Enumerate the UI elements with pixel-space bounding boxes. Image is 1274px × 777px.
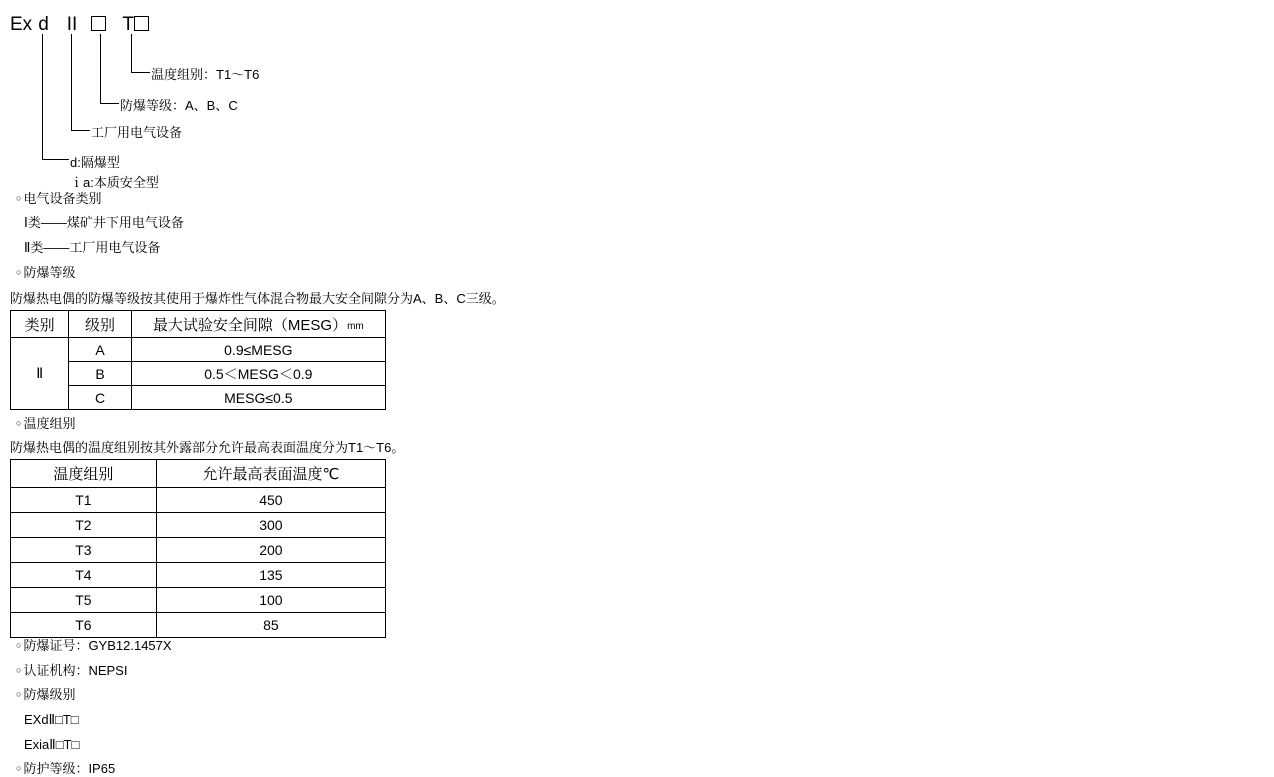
cell-temp-t3: 200 xyxy=(156,538,385,563)
code-part-box-temp xyxy=(134,16,149,31)
heading-explosion-level: ○ 防爆等级 xyxy=(16,265,75,281)
code-part-ii: II xyxy=(66,14,78,35)
header-level: 级别 xyxy=(69,311,131,338)
text-protection-class: ○ 防护等级：IP65 xyxy=(16,761,115,777)
header-mesg-unit: mm xyxy=(347,320,364,332)
leader-label-flameproof: d:隔爆型 xyxy=(70,155,120,170)
text-cert-org: ○ 认证机构：NEPSI xyxy=(16,663,127,679)
cell-mesg-a: 0.9≤MESG xyxy=(131,338,385,362)
header-temp-group: 温度组别 xyxy=(11,460,157,488)
table-row xyxy=(11,563,386,588)
leader-label-factory-equipment: 工厂用电气设备 xyxy=(91,125,183,140)
code-part-d: d xyxy=(38,14,49,35)
header-max-surface-temp-text: 允许最高表面温度 xyxy=(202,466,323,483)
cell-level-a: A xyxy=(69,338,131,362)
header-max-surface-temp-unit: ℃ xyxy=(322,466,340,483)
table-temperature-group xyxy=(10,459,386,638)
table-explosion-level xyxy=(10,310,386,410)
category-item-2: Ⅱ类——工厂用电气设备 xyxy=(24,240,161,255)
cell-category-ii: Ⅱ xyxy=(11,338,69,410)
code-part-t: T xyxy=(122,14,134,35)
cell-temp-t4: 135 xyxy=(156,563,385,588)
header-mesg xyxy=(131,311,385,338)
table-row-header xyxy=(11,460,386,488)
desc-temp-group: 防爆热电偶的温度组别按其外露部分允许最高表面温度分为T1～T6。 xyxy=(10,440,405,455)
cell-group-t3: T3 xyxy=(11,538,157,563)
cell-group-t2: T2 xyxy=(11,513,157,538)
cell-temp-t2: 300 xyxy=(156,513,385,538)
table-row-header xyxy=(11,311,386,338)
cell-temp-t1: 450 xyxy=(156,488,385,513)
label-intrinsic-safety: ｉa:本质安全型 xyxy=(70,175,159,190)
grade-item-2: ExiaⅡ□T□ xyxy=(24,737,80,752)
header-max-surface-temp xyxy=(156,460,385,488)
cell-mesg-c: MESG≤0.5 xyxy=(131,386,385,410)
heading-equipment-category: ○ 电气设备类别 xyxy=(16,191,101,207)
cell-group-t1: T1 xyxy=(11,488,157,513)
table-row xyxy=(11,488,386,513)
header-mesg-text: 最大试验安全间隙（MESG） xyxy=(152,316,348,334)
header-category: 类别 xyxy=(11,311,69,338)
grade-item-1: EXdⅡ□T□ xyxy=(24,712,79,727)
table-row xyxy=(11,588,386,613)
leader-line-explosion-level xyxy=(100,34,119,104)
code-part-ex: Ex xyxy=(10,14,33,35)
category-item-1: Ⅰ类——煤矿井下用电气设备 xyxy=(24,215,184,230)
table-row xyxy=(11,538,386,563)
leader-label-explosion-level: 防爆等级：A、B、C xyxy=(120,98,238,113)
heading-temp-group: ○ 温度组别 xyxy=(16,416,75,432)
table-row xyxy=(11,513,386,538)
leader-label-temp-group: 温度组别：T1～T6 xyxy=(151,67,260,82)
heading-explosion-grade: ○ 防爆级别 xyxy=(16,687,75,703)
cell-level-c: C xyxy=(69,386,131,410)
code-part-box-group xyxy=(91,16,106,31)
ex-code-line xyxy=(10,14,149,36)
desc-explosion-level: 防爆热电偶的防爆等级按其使用于爆炸性气体混合物最大安全间隙分为A、B、C三级。 xyxy=(10,291,505,306)
cell-temp-t6: 85 xyxy=(156,613,385,638)
cell-group-t6: T6 xyxy=(11,613,157,638)
cell-mesg-b: 0.5＜MESG＜0.9 xyxy=(131,362,385,386)
leader-line-temp-group xyxy=(131,34,150,73)
text-cert-number: ○ 防爆证号：GYB12.1457X xyxy=(16,638,172,654)
cell-group-t5: T5 xyxy=(11,588,157,613)
cell-level-b: B xyxy=(69,362,131,386)
table-row xyxy=(11,613,386,638)
cell-temp-t5: 100 xyxy=(156,588,385,613)
table-row xyxy=(11,338,386,362)
leader-line-flameproof xyxy=(42,34,69,160)
cell-group-t4: T4 xyxy=(11,563,157,588)
leader-line-factory-equipment xyxy=(71,34,90,131)
